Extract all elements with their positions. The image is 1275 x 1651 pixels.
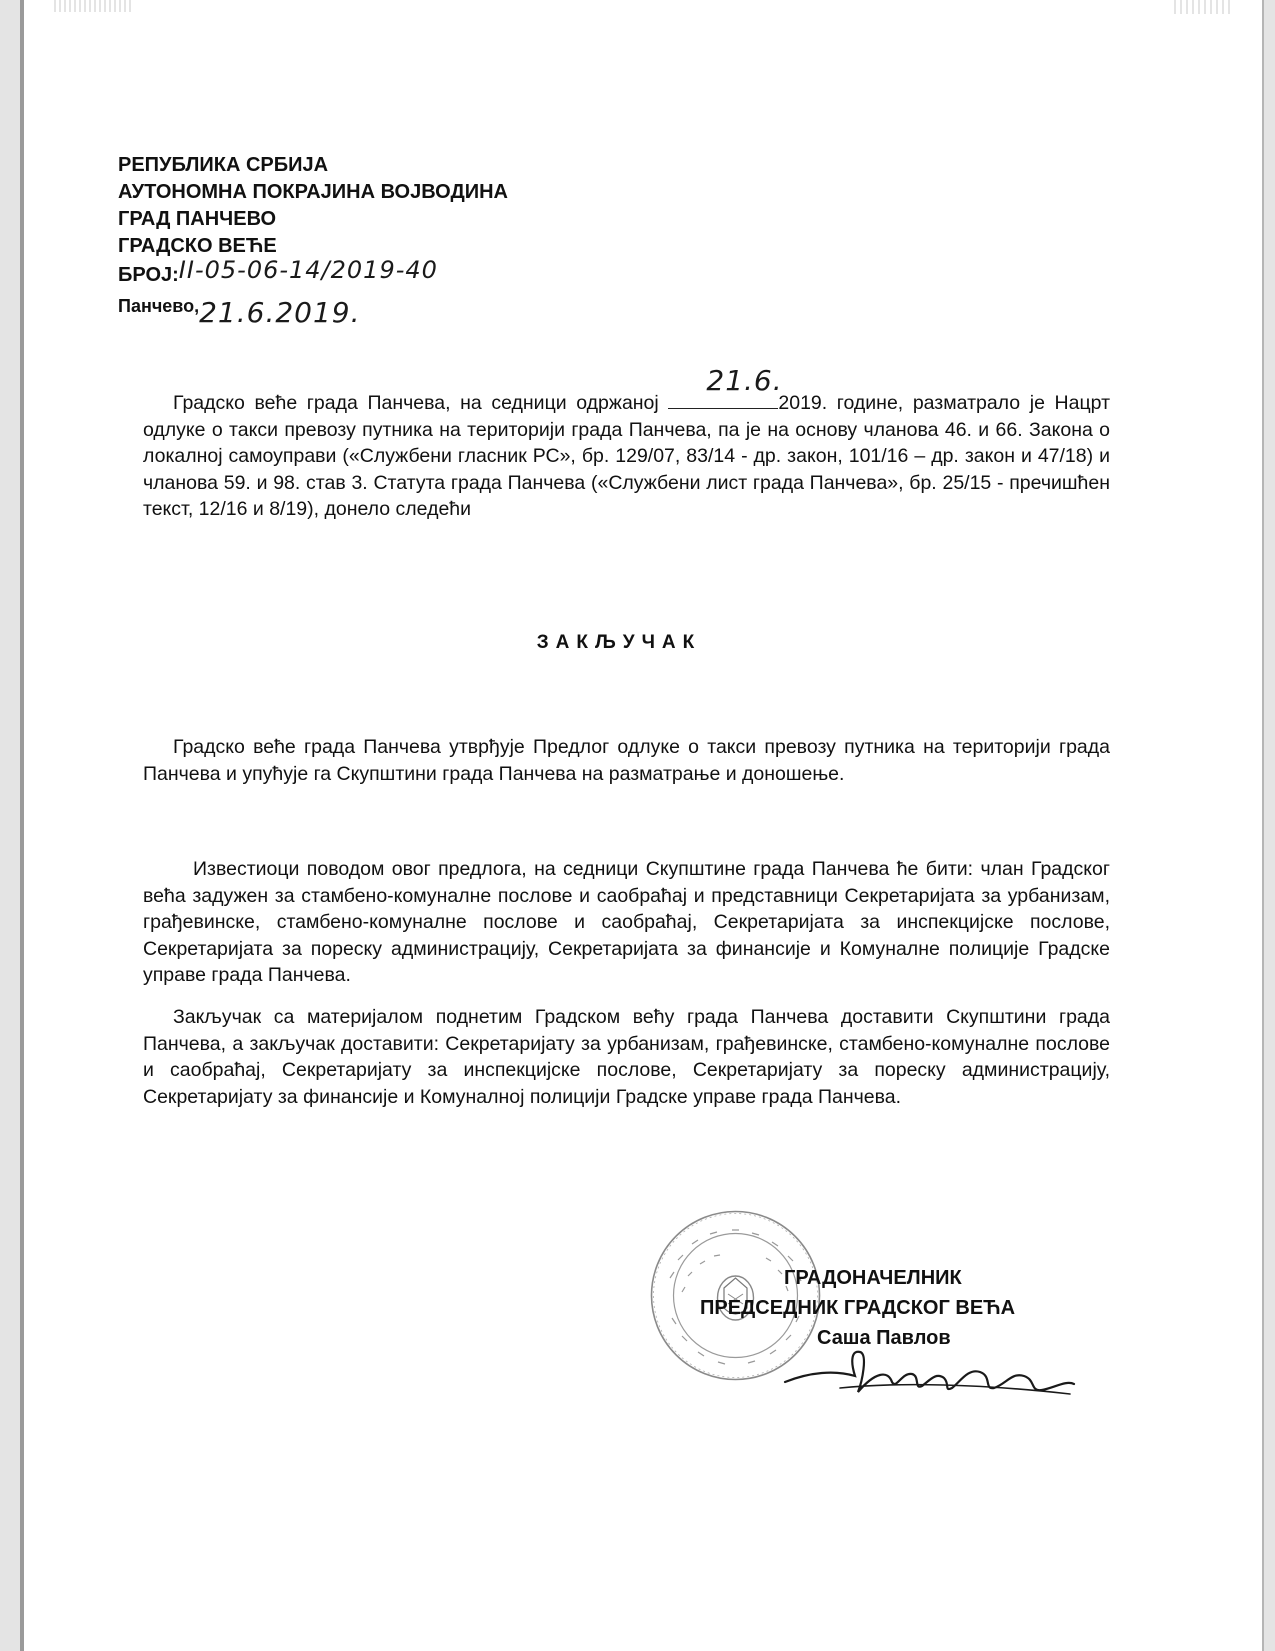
date-fill-line	[668, 364, 783, 409]
paragraph-delivery: Закључак са материјалом поднетим Градском већу града Панчева доставити Скупштини града Панчева, а закључак доставити: Секретаријату за урбанизам, грађевинске, стамбено-комуналне послове и саобраћај, Секретаријату за инспекцијске послове, Секретаријату за пореску администрацију, Секретаријату за финансије и Комуналној полицији Градске управе града Панчева.	[143, 1006, 1110, 1108]
scan-noise	[54, 0, 134, 12]
intro-text-start: Градско веће града Панчева, на седници одржаној	[173, 392, 659, 414]
signatory-name: Саша Павлов	[817, 1327, 951, 1349]
scan-noise	[1174, 0, 1234, 14]
scan-edge-right	[1262, 0, 1264, 1651]
handwritten-number: II-05-06-14/2019-40	[178, 256, 438, 284]
header-place-row	[118, 289, 508, 329]
paragraph-rapporteurs: Известиоци поводом овог предлога, на седници Скупштине града Панчева ће бити: члан Градског већа задужен за стамбено-комуналне послове и саобраћај и представници Секретаријата за урбанизам, грађевинске, стамбено-комуналне послове и саобраћај, Секретаријата за инспекцијске послове, Секретаријата за пореску администрацију, Секретаријата за финансије и Комуналне полиције Градске управе града Панчева.	[143, 858, 1110, 986]
document-header	[118, 152, 508, 329]
intro-text-rest: 2019. године, разматрало је Нацрт одлуке о такси превозу путника на територији града Панчева, па је на основу чланова 46. и 66. Закона о локалној самоуправи («Службени гласник РС», бр. 129/07, 83/14 - др. закон, 101/16 – др. закон и 47/18) и чланова 59. и 98. став 3. Статута града Панчева («Службени лист града Панчева», бр. 25/15 - пречишћен текст, 12/16 и 8/19), донело следећи	[143, 392, 1111, 520]
header-republic: РЕПУБЛИКА СРБИЈА	[118, 154, 329, 176]
signatory-title-president: ПРЕДСЕДНИК ГРАДСКОГ ВЕЋА	[700, 1297, 1016, 1319]
place-label: Панчево,	[118, 296, 200, 316]
handwritten-date: 21.6.2019.	[199, 296, 361, 329]
header-council: ГРАДСКО ВЕЋЕ	[118, 235, 277, 257]
signatory-title-mayor: ГРАДОНАЧЕЛНИК	[784, 1267, 962, 1289]
document-title: ЗАКЉУЧАК	[536, 632, 702, 653]
intro-paragraph	[143, 364, 1111, 523]
header-city: ГРАД ПАНЧЕВО	[118, 208, 277, 230]
number-label: БРОЈ:	[118, 264, 179, 286]
paragraph-proposal: Градско веће града Панчева утврђује Предлог одлуке о такси превозу путника на територији града Панчева и упућује га Скупштини града Панчева на разматрање и доношење.	[143, 736, 1110, 785]
handwritten-session-date: 21.6.	[706, 364, 783, 397]
signature-block	[700, 1263, 1015, 1353]
handwritten-signature-icon	[780, 1342, 1080, 1404]
header-province: АУТОНОМНА ПОКРАЈИНА ВОЈВОДИНА	[118, 181, 508, 203]
header-number-row	[118, 256, 508, 289]
